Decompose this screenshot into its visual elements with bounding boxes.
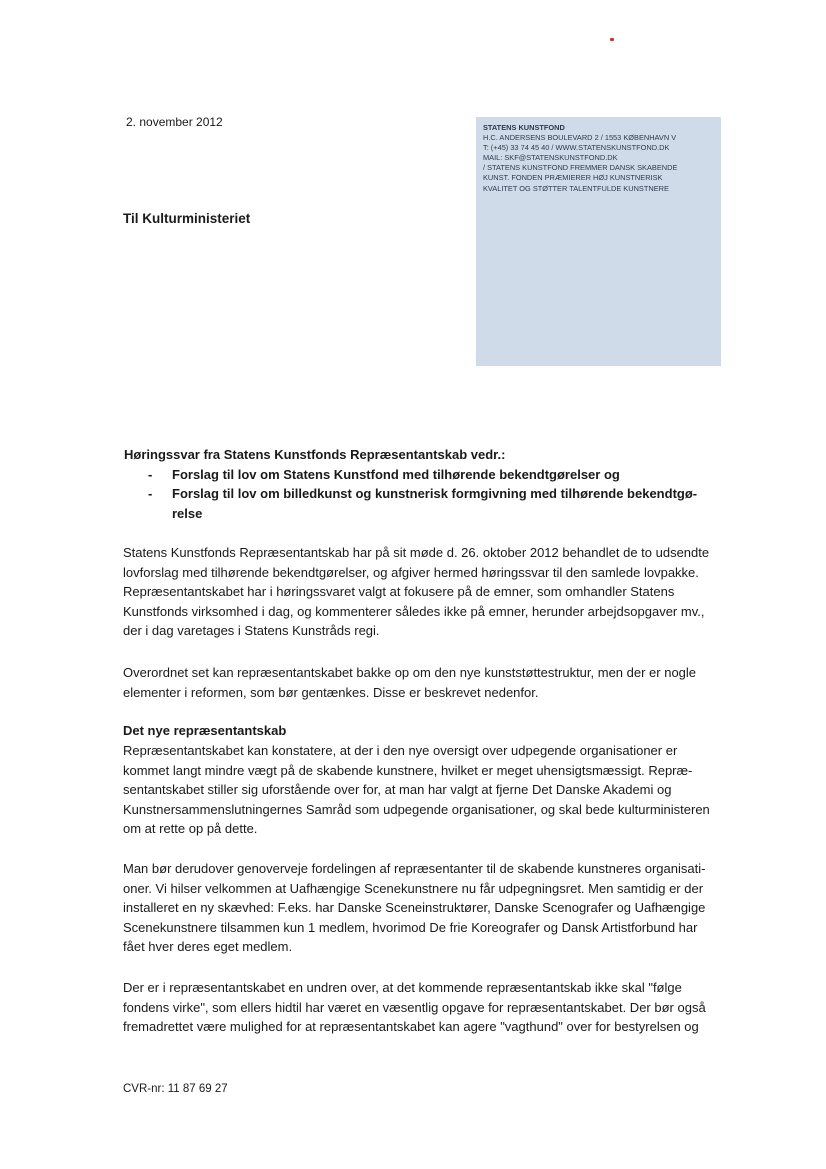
letterhead-tagline-2: KUNST. FONDEN PRÆMIERER HØJ KUNSTNERISK — [483, 173, 663, 183]
letterhead-text — [483, 123, 677, 194]
footer-cvr: CVR-nr: 11 87 69 27 — [123, 1083, 228, 1095]
letterhead-address: H.C. ANDERSENS BOULEVARD 2 / 1553 KØBENHAVN V — [483, 133, 677, 143]
letterhead-tagline-3: KVALITET OG STØTTER TALENTFULDE KUNSTNERE — [483, 183, 669, 193]
subject-bullet-text: Forslag til lov om billedkunst og kunstnerisk formgivning med tilhørende bekendtgø-relse — [172, 486, 698, 521]
paragraph-overview: Overordnet set kan repræsentantskabet bakke op om den nye kunststøttestruktur, men der er nogle elementer i reformen, som bør gentænkes. Disse er beskrevet nedenfor. — [123, 665, 697, 700]
paragraph-section-2: Man bør derudover genoverveje fordelingen af repræsentanter til de skabende kunstneres organisati-oner. Vi hilser velkommen at Uafhængige Scenekunstnere nu får udpegningsret. Men samtidig er der installeret en ny skævhed: F.eks. har Danske Sceneinstruktører, Danske Scenografer og Uafhængige Scenekunstnere tilsammen kun 1 medlem, hvorimod De frie Koreografer og Dansk Artistforbund har fået hver deres eget medlem. — [123, 861, 706, 954]
section-heading: Det nye repræsentantskab — [123, 723, 287, 738]
subject-list — [124, 465, 724, 524]
letter-date: 2. november 2012 — [126, 115, 223, 129]
letterhead-phone-web: T: (+45) 33 74 45 40 / WWW.STATENSKUNSTFOND.DK — [483, 143, 670, 153]
recipient: Til Kulturministeriet — [123, 211, 251, 226]
bullet-dash: - — [148, 466, 153, 482]
paragraph-intro: Statens Kunstfonds Repræsentantskab har på sit møde d. 26. oktober 2012 behandlet de to udsendte lovforslag med tilhørende bekendtgørelser, og afgiver hermed høringssvar til den samlede lovpakke. Repræsentantskabet har i høringssvaret valgt at fokusere på de emner, som omhandler Statens Kunstfonds virksomhed i dag, og kommenterer således ikke på emner, herunder arbejdsopgaver mv., der i dag varetages i Statens Kunstråds regi. — [123, 545, 710, 638]
subject-bullet-text: Forslag til lov om Statens Kunstfond med tilhørende bekendtgørelser og — [172, 466, 620, 482]
letterhead-org-name: STATENS KUNSTFOND — [483, 123, 565, 132]
letterhead-box — [476, 117, 721, 366]
subject-bullet — [124, 484, 724, 523]
red-mark — [610, 38, 614, 41]
paragraph-section-1: Repræsentantskabet kan konstatere, at der i den nye oversigt over udpegende organisationer er kommet langt mindre vægt på de skabende kunstnere, hvilket er meget uhensigtsmæssigt. Repræ-sentantskabet stiller sig uforstående over for, at man har valgt at fjerne Det Danske Akademi og Kunstnersammenslutningernes Samråd som udpegende organisationer, og skal bede kulturministeren om at rette op på dette. — [123, 743, 710, 836]
subject-block — [124, 445, 724, 523]
subject-title: Høringssvar fra Statens Kunstfonds Repræsentantskab vedr.: — [124, 447, 506, 462]
letterhead-tagline-1: / STATENS KUNSTFOND FREMMER DANSK SKABENDE — [483, 163, 678, 173]
paragraph-section-3: Der er i repræsentantskabet en undren over, at det kommende repræsentantskab ikke skal "følge fondens virke", som ellers hidtil har været en væsentlig opgave for repræsentantskabet. Der bør også fremadrettet være mulighed for at repræsentantskabet kan agere "vagthund" over for bestyrelsen og — [123, 980, 706, 1034]
letterhead-mail: MAIL: SKF@STATENSKUNSTFOND.DK — [483, 153, 618, 163]
bullet-dash: - — [148, 486, 153, 501]
subject-bullet — [124, 465, 724, 485]
